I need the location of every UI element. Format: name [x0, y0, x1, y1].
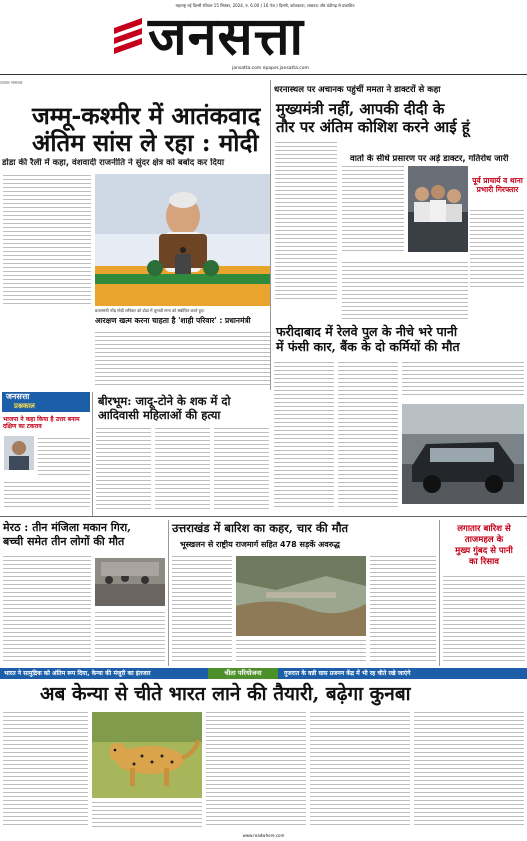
tajmahal-headline-line-2: ताजमहल के: [464, 535, 504, 545]
faridabad-headline-line-2: में फंसी कार, बैंक के दो कर्मियों की मौत: [276, 339, 460, 354]
left-margin-note: व्यापार समाचार: [0, 80, 23, 85]
uttarakhand-flood-photo: [236, 556, 366, 636]
cheetah-strip-left: भारत ने सामुद्रिक को अंतिम रूप दिया, केन्या की मंजूरी का इंतजार: [4, 670, 151, 677]
author-bio: [38, 438, 90, 478]
cheetah-strip-right: गुजरात के वन्नी घास प्रजनन केंद्र में भी रह चीते रखे जाएंगे: [284, 670, 411, 677]
faridabad-car-photo: [402, 404, 524, 504]
tajmahal-headline-line-3: मुख्य गुंबद से पानी: [455, 546, 513, 556]
cheetah-photo: [92, 712, 202, 798]
faridabad-text-col-1: [274, 362, 334, 512]
birbhum-headline-line-1: बीरभूम: जादू-टोने के शक में दो: [98, 394, 231, 408]
meerut-headline: [3, 521, 143, 549]
lead-headline-line-1: जम्मू-कश्मीर में आतंकवाद: [32, 101, 261, 130]
cheetah-text-col-2: [92, 802, 202, 830]
faridabad-text-col-3: [402, 362, 524, 400]
dateline: महाराष्ट्र नई दिल्ली रविवार 15 सितंबर, 2024, रु. 6.00 ( 16 पेज ) दिल्ली, कोलकाता, लखनऊ और चंडीगढ़ से प्रकाशित: [175, 3, 355, 8]
prashnakal-banner: [2, 392, 90, 412]
mamata-text-col-3: [342, 262, 468, 322]
birbhum-text-col-2: [155, 428, 210, 512]
uttarakhand-text-col-2: [236, 640, 366, 664]
meerut-headline-line-1: मेरठ : तीन मंजिला मकान गिरा,: [3, 521, 131, 534]
mamata-headline-line-1: मुख्यमंत्री नहीं, आपकी दीदी के: [276, 100, 445, 118]
meerut-text-col-2: [95, 612, 165, 664]
masthead-title: जनसत्ता: [148, 7, 304, 67]
lead-photo-caption: प्रधानमंत्री नरेंद्र मोदी शनिवार को डोडा में चुनावी सभा को संबोधित करते हुए।: [95, 308, 205, 313]
footer-url: www.readwhere.com: [242, 833, 285, 838]
prashnakal-label: प्रश्नकाल: [14, 402, 35, 410]
author-photo: [4, 436, 34, 470]
birbhum-text-col-1: [96, 428, 151, 512]
mamata-headline: [276, 100, 526, 136]
faridabad-headline: [276, 324, 526, 354]
mamata-side-text: [470, 210, 524, 290]
meerut-collapse-photo: [95, 558, 165, 606]
tajmahal-headline: [443, 524, 525, 568]
cheetah-headline: अब केन्या से चीते भारत लाने की तैयारी, बढ़ेगा कुनबा: [40, 683, 411, 705]
lead-headline-line-2: अंतिम सांस ले रहा : मोदी: [32, 128, 259, 157]
mamata-text-col-1: [275, 142, 337, 302]
tajmahal-text: [443, 576, 525, 666]
birbhum-text-col-3: [214, 428, 269, 512]
uttarakhand-text-col-3: [370, 556, 436, 664]
lead-box-headline: आरक्षण खत्म करना चाहता है 'शाही परिवार' : प्रधानमंत्री: [95, 316, 251, 325]
meerut-text-col-1: [3, 556, 91, 664]
uttarakhand-subheadline: भूस्खलन से राष्ट्रीय राजमार्ग सहित 478 सड़कें अवरुद्ध: [180, 540, 340, 549]
mamata-photo: [408, 166, 468, 252]
modi-rally-photo: [95, 174, 271, 306]
uttarakhand-text-col-1: [172, 556, 232, 664]
cheetah-text-col-5: [414, 712, 524, 830]
logo-mark-icon: [112, 14, 146, 60]
website-urls: jansatta.com epaper.jansatta.com: [232, 66, 309, 71]
mamata-kicker: धरनास्थल पर अचानक पहुंचीं ममता ने डाक्टरों से कहा: [274, 85, 441, 95]
prashnakal-question: भाजपा ने कहा किया है उत्तर बनाम दक्षिण का टकराव: [3, 416, 80, 430]
tajmahal-headline-line-1: लगातार बारिश से: [457, 524, 511, 534]
cheetah-text-col-4: [310, 712, 410, 830]
meerut-headline-line-2: बच्ची समेत तीन लोगों की मौत: [3, 535, 125, 548]
lead-box-text: [95, 332, 271, 390]
lead-headline: [32, 102, 260, 156]
tajmahal-headline-line-4: का रिसाव: [468, 557, 500, 567]
mamata-text-col-2: [342, 166, 404, 254]
cheetah-text-col-1: [3, 712, 88, 830]
lead-text-column: [3, 175, 91, 310]
lead-subheadline: डोडा की रैली में कहा, वंशवादी राजनीति ने सुंदर क्षेत्र को बर्बाद कर दिया: [2, 158, 225, 168]
cheetah-text-col-3: [206, 712, 306, 830]
faridabad-headline-line-1: फरीदाबाद में रेलवे पुल के नीचे भरे पानी: [276, 324, 458, 339]
birbhum-headline: [98, 394, 270, 422]
mamata-headline-line-2: तौर पर अंतिम कोशिश करने आई हूं: [276, 118, 470, 136]
prashnakal-brand: जनसत्ता: [6, 392, 30, 401]
mamata-side-headline: पूर्व प्राचार्य व थाना प्रभारी गिरफ्तार: [472, 176, 523, 194]
prashnakal-text: [4, 482, 90, 512]
cheetah-strip-tag: चीता परियोजना: [208, 668, 278, 679]
faridabad-text-col-2: [338, 362, 398, 512]
mamata-subheadline: वार्ता के सीधे प्रसारण पर अड़े डाक्टर, गतिरोध जारी: [350, 154, 509, 164]
uttarakhand-headline: उत्तराखंड में बारिश का कहर, चार की मौत: [172, 521, 349, 535]
birbhum-headline-line-2: आदिवासी महिलाओं की हत्या: [98, 408, 221, 422]
